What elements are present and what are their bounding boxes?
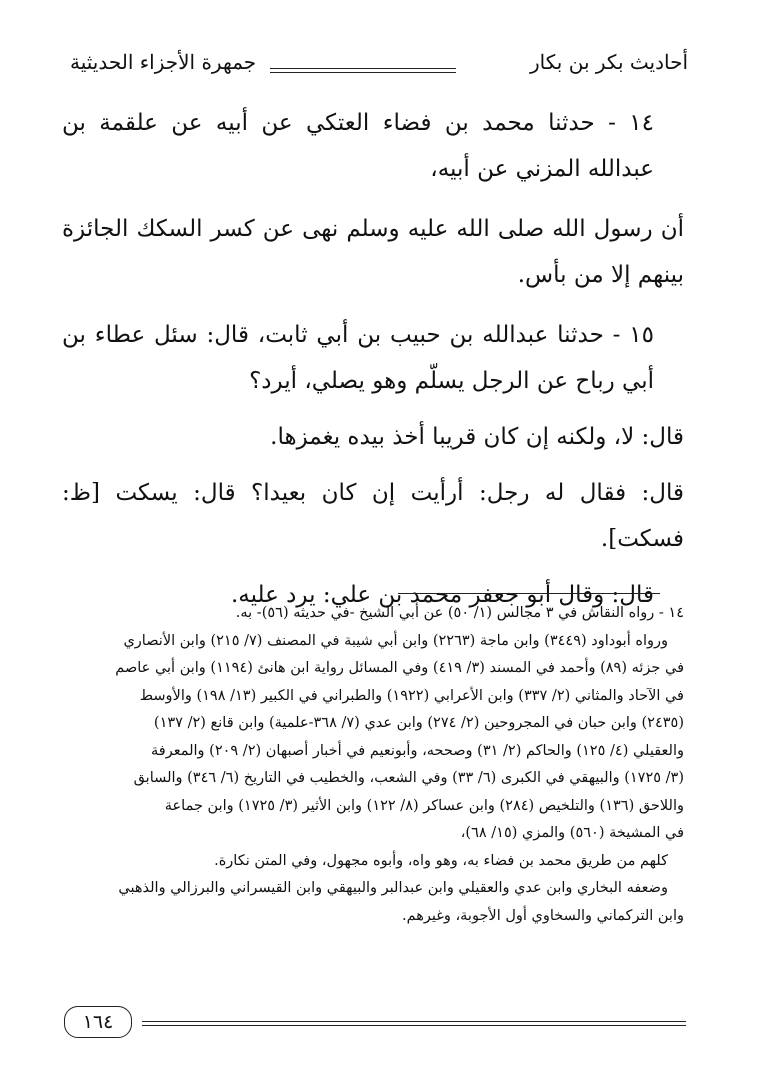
footnote-line: ورواه أبوداود (٣٤٤٩) وابن ماجة (٢٢٦٣) وابن أبي شيبة في المصنف (٧/ ٢١٥) وابن الأنصاري: [123, 632, 668, 649]
footnote-line: والعقيلي (٤/ ١٢٥) والحاكم (٢/ ٣١) وصححه، وأبونعيم في أخبار أصبهان (٢/ ٢٠٩) والمعرفة: [151, 742, 684, 759]
page-number: ١٦٤: [64, 1006, 132, 1038]
series-title: جمهرة الأجزاء الحديثية: [70, 50, 257, 74]
footnote-line: (٢٤٣٥) وابن حبان في المجروحين (٢/ ٢٧٤) وابن عدي (٧/ ٣٦٨-علمية) وابن قانع (٢/ ١٣٧): [153, 715, 684, 731]
footnote-line: واللاحق (١٣٦) والتلخيص (٢٨٤) وابن عساكر (٨/ ١٢٢) وابن الأثير (٣/ ١٧٢٥) وابن جماعة: [164, 797, 684, 814]
main-text: [62, 100, 684, 632]
footnote-line: ١٤ - رواه النقاش في ٣ مجالس (١/ ٥٠) عن أبي الشيخ -في حديثه (٥٦)- به.: [235, 605, 684, 621]
footnote-line: في الآحاد والمثاني (٢/ ٣٣٧) وابن الأعرابي (١٩٢٢) والطبراني في الكبير (١٣/ ١٩٨) والأوسط: [139, 687, 684, 704]
footnote-line: في جزئه (٨٩) وأحمد في المسند (٣/ ٤١٩) وفي المسائل رواية ابن هانئ (١١٩٤) وابن أبي عاصم: [115, 660, 684, 676]
footnote-separator: [398, 593, 660, 594]
header-rule: [270, 68, 456, 69]
footnote-line: وابن التركماني والسخاوي أول الأجوبة، وغيرهم.: [402, 907, 684, 924]
hadith-15-question: قال: فقال له رجل: أرأيت إن كان بعيدا؟ قال: يسكت [ظ: فسكت].: [62, 480, 684, 552]
book-title: أحاديث بكر بن بكار: [530, 50, 688, 74]
hadith-15-answer: قال: لا، ولكنه إن كان قريبا أخذ بيده يغمزها.: [270, 424, 684, 450]
footnote-line: كلهم من طريق محمد بن فضاء به، وهو واه، وأبوه مجهول، وفي المتن نكارة.: [214, 852, 668, 869]
hadith-15-chain: ١٥ - حدثنا عبدالله بن حبيب بن أبي ثابت، قال: سئل عطاء بن أبي رباح عن الرجل يسلّم وهو يصلي، أيرد؟: [62, 322, 654, 394]
running-header: [70, 50, 688, 90]
hadith-14-chain: ١٤ - حدثنا محمد بن فضاء العتكي عن أبيه عن علقمة بن عبدالله المزني عن أبيه،: [62, 110, 654, 182]
footnote-line: (٣/ ١٧٢٥) والبيهقي في الكبرى (٦/ ٣٣) وفي الشعب، والخطيب في التاريخ (٦/ ٣٤٦) والسابق: [133, 770, 684, 786]
footnotes: [62, 600, 684, 930]
hadith-14-text: أن رسول الله صلى الله عليه وسلم نهى عن كسر السكك الجائزة بينهم إلا من بأس.: [62, 216, 684, 288]
footnote-line: وضعفه البخاري وابن عدي والعقيلي وابن عبدالبر والبيهقي وابن القيسراني والبرزالي والذهبي: [118, 880, 668, 896]
footer-rule: [142, 1021, 686, 1022]
page-footer: [64, 1006, 686, 1046]
footnote-line: في المشيخة (٥٦٠) والمزي (١٥/ ٦٨)،: [460, 825, 684, 841]
hadith-15-addition: قال: وقال أبو جعفر محمد بن علي: يرد عليه.: [230, 582, 654, 608]
